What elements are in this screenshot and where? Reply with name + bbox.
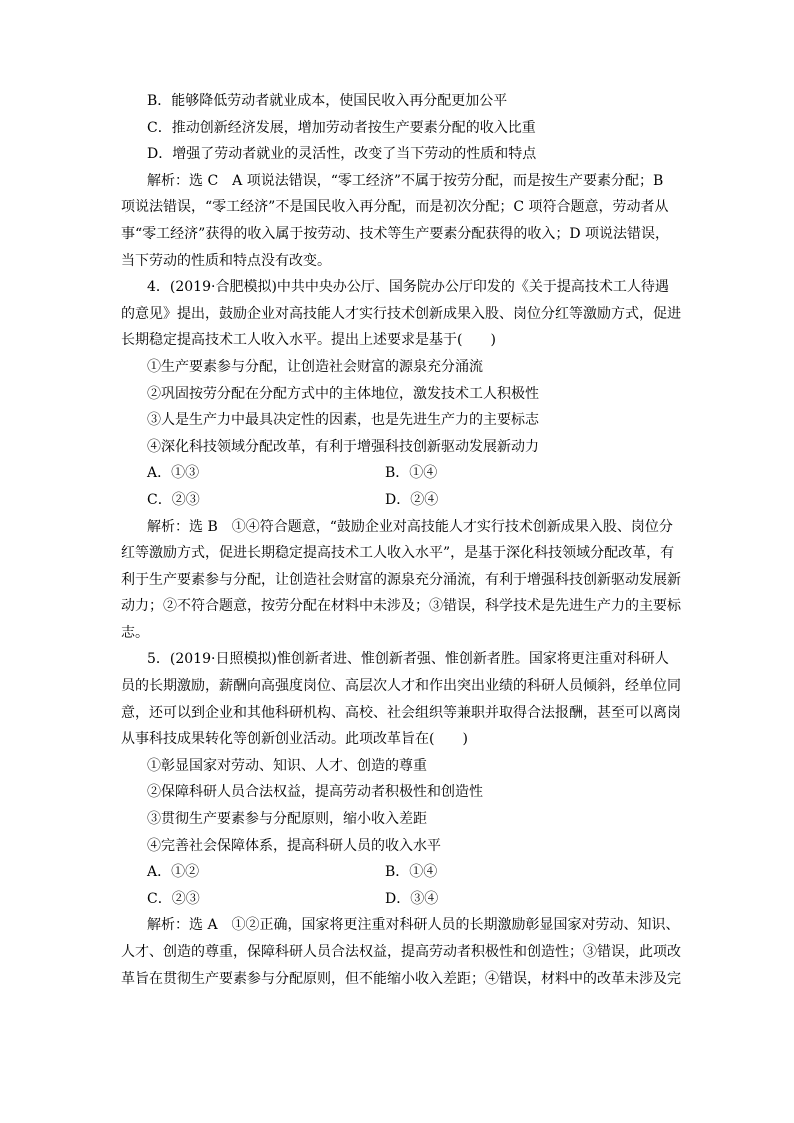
analysis-line: 解析：选 B ①④符合题意，“鼓励企业对高技能人才实行技术创新成果入股、岗位分 bbox=[147, 518, 673, 535]
analysis-line: 解析：选 C A 项说法错误，“零工经济”不属于按劳分配，而是按生产要素分配；B bbox=[147, 172, 664, 189]
q4-option-b: B．①④ bbox=[385, 465, 438, 482]
q4-item-3: ③人是生产力中最具决定性的因素，也是先进生产力的主要标志 bbox=[147, 412, 539, 429]
q5-item-2: ②保障科研人员合法权益，提高劳动者积极性和创造性 bbox=[147, 784, 483, 801]
question-4-items bbox=[121, 354, 681, 460]
q4-option-c: C．②③ bbox=[147, 491, 200, 508]
analysis-line: 革旨在贯彻生产要素参与分配原则，但不能缩小收入差距；④错误，材料中的改革未涉及完 bbox=[121, 970, 681, 987]
q3-option-d: D．增强了劳动者就业的灵活性，改变了当下劳动的性质和特点 bbox=[147, 146, 537, 163]
stem-line: 意，还可以到企业和其他科研机构、高校、社会组织等兼职并取得合法报酬，甚至可以离岗 bbox=[121, 704, 681, 721]
analysis-line: 解析：选 A ①②正确，国家将更注重对科研人员的长期激励彰显国家对劳动、知识、 bbox=[147, 917, 680, 934]
question-4-stem bbox=[121, 274, 681, 354]
q4-option-d: D．②④ bbox=[385, 491, 439, 508]
stem-line: 长期稳定提高技术工人收入水平。提出上述要求是基于( ) bbox=[121, 332, 496, 349]
q5-item-3: ③贯彻生产要素参与分配原则，缩小收入差距 bbox=[147, 811, 427, 828]
q5-option-c: C．②③ bbox=[147, 890, 200, 907]
q4-item-4: ④深化科技领域分配改革，有利于增强科技创新驱动发展新动力 bbox=[147, 438, 539, 455]
q4-analysis bbox=[121, 514, 681, 647]
q5-item-1: ①彰显国家对劳动、知识、人才、创造的尊重 bbox=[147, 757, 427, 774]
q4-options-row-2 bbox=[121, 487, 681, 514]
analysis-line: 利于生产要素参与分配，让创造社会财富的源泉充分涌流，有利于增强科技创新驱动发展新 bbox=[121, 571, 681, 588]
analysis-line: 当下劳动的性质和特点没有改变。 bbox=[121, 252, 331, 269]
analysis-line: 人才、创造的尊重，保障科研人员合法权益，提高劳动者积极性和创造性；③错误，此项改 bbox=[121, 944, 681, 960]
q5-option-b: B．①④ bbox=[385, 864, 438, 881]
q4-item-2: ②巩固按劳分配在分配方式中的主体地位，激发技术工人积极性 bbox=[147, 385, 539, 402]
q5-item-4: ④完善社会保障体系，提高科研人员的收入水平 bbox=[147, 837, 441, 854]
q5-options-row-2 bbox=[121, 886, 681, 913]
document-page bbox=[121, 88, 681, 992]
stem-line: 从事科技成果转化等创新创业活动。此项改革旨在( ) bbox=[121, 731, 468, 748]
q4-options-row-1 bbox=[121, 460, 681, 487]
question-3-options bbox=[121, 88, 681, 168]
q5-analysis bbox=[121, 912, 681, 992]
stem-line: 5．(2019·日照模拟)惟创新者进、惟创新者强、惟创新者胜。国家将更注重对科研人 bbox=[147, 651, 669, 668]
question-5-stem bbox=[121, 646, 681, 752]
analysis-line: 红等激励方式，促进长期稳定提高技术工人收入水平”，是基于深化科技领域分配改革，有 bbox=[121, 545, 675, 562]
question-5-items bbox=[121, 753, 681, 859]
q3-analysis bbox=[121, 168, 681, 274]
stem-line: 4．(2019·合肥模拟)中共中央办公厅、国务院办公厅印发的《关于提高技术工人待遇 bbox=[147, 279, 669, 296]
analysis-line: 事“零工经济”获得的收入属于按劳动、技术等生产要素分配获得的收入；D 项说法错误， bbox=[121, 225, 669, 242]
q3-option-c: C．推动创新经济发展，增加劳动者按生产要素分配的收入比重 bbox=[147, 119, 536, 136]
analysis-line: 动力；②不符合题意，按劳分配在材料中未涉及；③错误，科学技术是先进生产力的主要标 bbox=[121, 598, 681, 615]
q3-option-b: B．能够降低劳动者就业成本，使国民收入再分配更加公平 bbox=[147, 93, 508, 109]
q5-options-row-1 bbox=[121, 859, 681, 886]
analysis-line: 志。 bbox=[121, 624, 149, 641]
analysis-line: 项说法错误，“零工经济”不是国民收入再分配，而是初次分配；C 项符合题意，劳动者从 bbox=[121, 199, 669, 216]
stem-line: 的意见》提出，鼓励企业对高技能人才实行技术创新成果入股、岗位分红等激励方式，促进 bbox=[121, 305, 681, 322]
q4-option-a: A．①③ bbox=[147, 465, 200, 482]
q4-item-1: ①生产要素参与分配，让创造社会财富的源泉充分涌流 bbox=[147, 358, 483, 375]
q5-option-d: D．③④ bbox=[385, 890, 439, 907]
q5-option-a: A．①② bbox=[147, 864, 200, 881]
stem-line: 员的长期激励，薪酬向高强度岗位、高层次人才和作出突出业绩的科研人员倾斜，经单位同 bbox=[121, 678, 681, 695]
